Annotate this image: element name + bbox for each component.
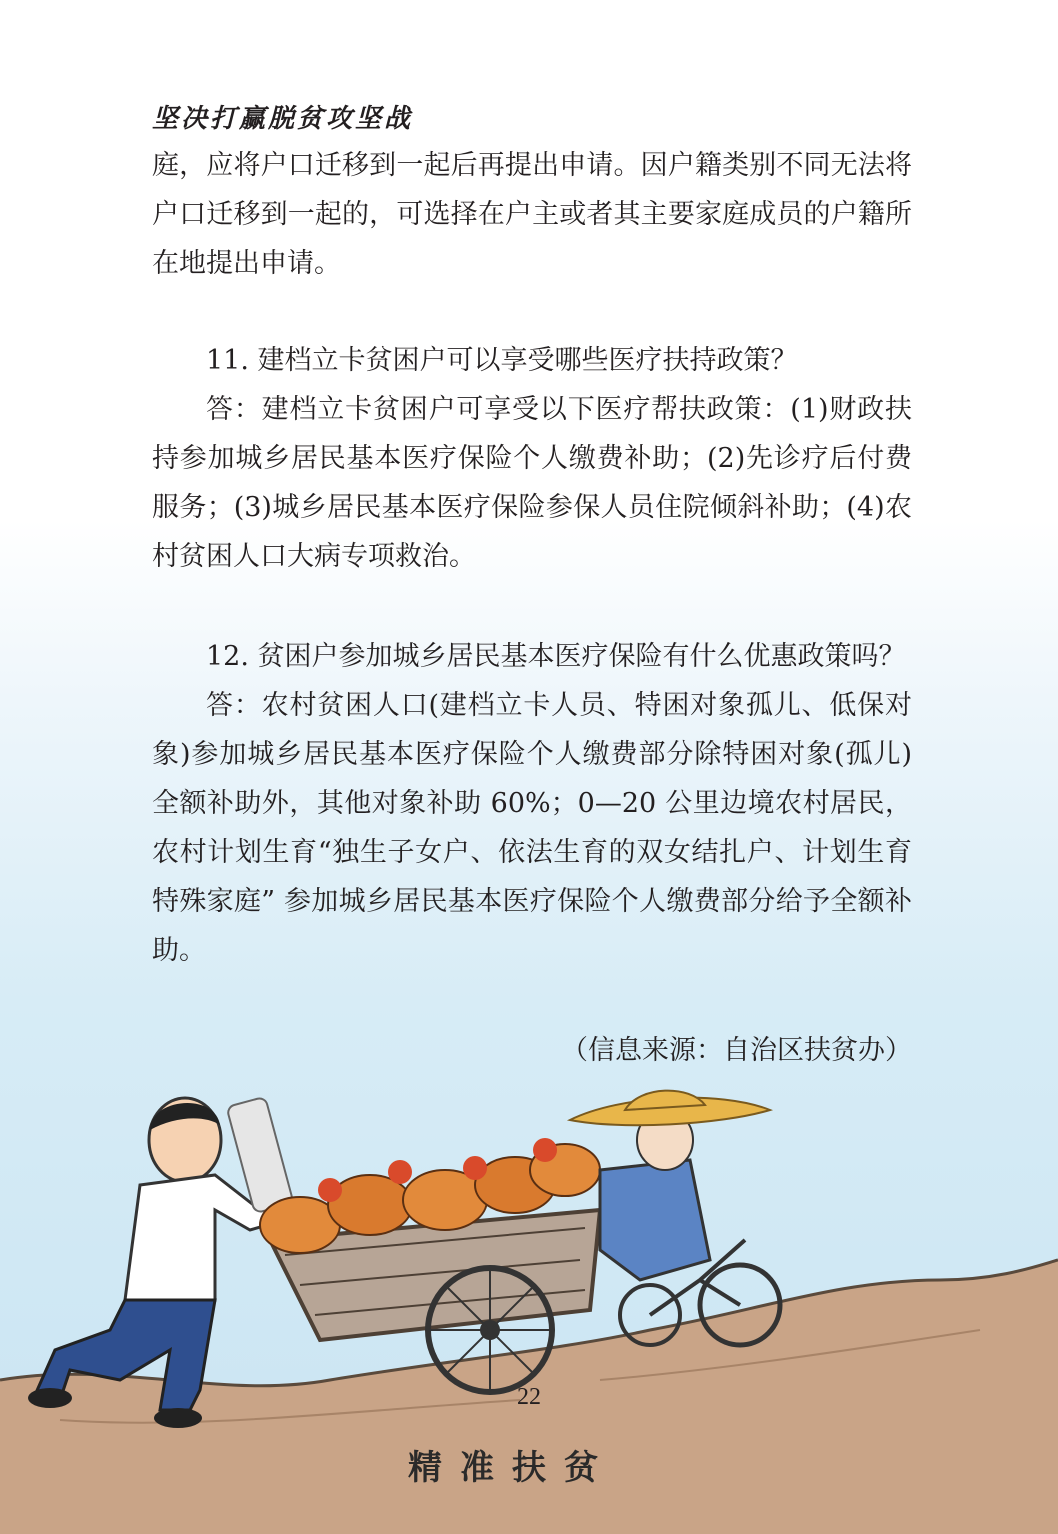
running-header: 坚决打赢脱贫攻坚战 <box>152 104 414 134</box>
page-number: 22 <box>517 1384 541 1410</box>
intro-text: 庭，应将户口迁移到一起后再提出申请。因户籍类别不同无法将户口迁移到一起的，可选择在户主或者其主要家庭成员的户籍所在地提出申请。 <box>152 150 912 279</box>
intro-paragraph <box>152 141 912 288</box>
source-note: （信息来源：自治区扶贫办） <box>561 1035 912 1066</box>
question-12: 12. 贫困户参加城乡居民基本医疗保险有什么优惠政策吗？ <box>206 641 906 672</box>
answer-11: 答：建档立卡贫困户可享受以下医疗帮扶政策：(1)财政扶持参加城乡居民基本医疗保险个人缴费补助；(2)先诊疗后付费服务；(3)城乡居民基本医疗保险参保人员住院倾斜补助；(4)农村贫困人口大病专项救治。 <box>152 394 912 572</box>
answer-12: 答：农村贫困人口(建档立卡人员、特困对象孤儿、低保对象)参加城乡居民基本医疗保险个人缴费部分除特困对象(孤儿)全额补助外，其他对象补助 60%；0—20 公里边境农村居民，农村计划生育“独生子女户、依法生育的双女结扎户、计划生育特殊家庭” 参加城乡居民基本医疗保险个人缴费部分给予全额补助。 <box>152 690 912 966</box>
farmer-on-bicycle-figure <box>570 1091 780 1345</box>
question-11-block <box>152 336 912 581</box>
book-title: 精准扶贫 <box>408 1448 616 1488</box>
question-11: 11. 建档立卡贫困户可以享受哪些医疗扶持政策？ <box>206 345 798 376</box>
question-12-block <box>152 632 912 975</box>
